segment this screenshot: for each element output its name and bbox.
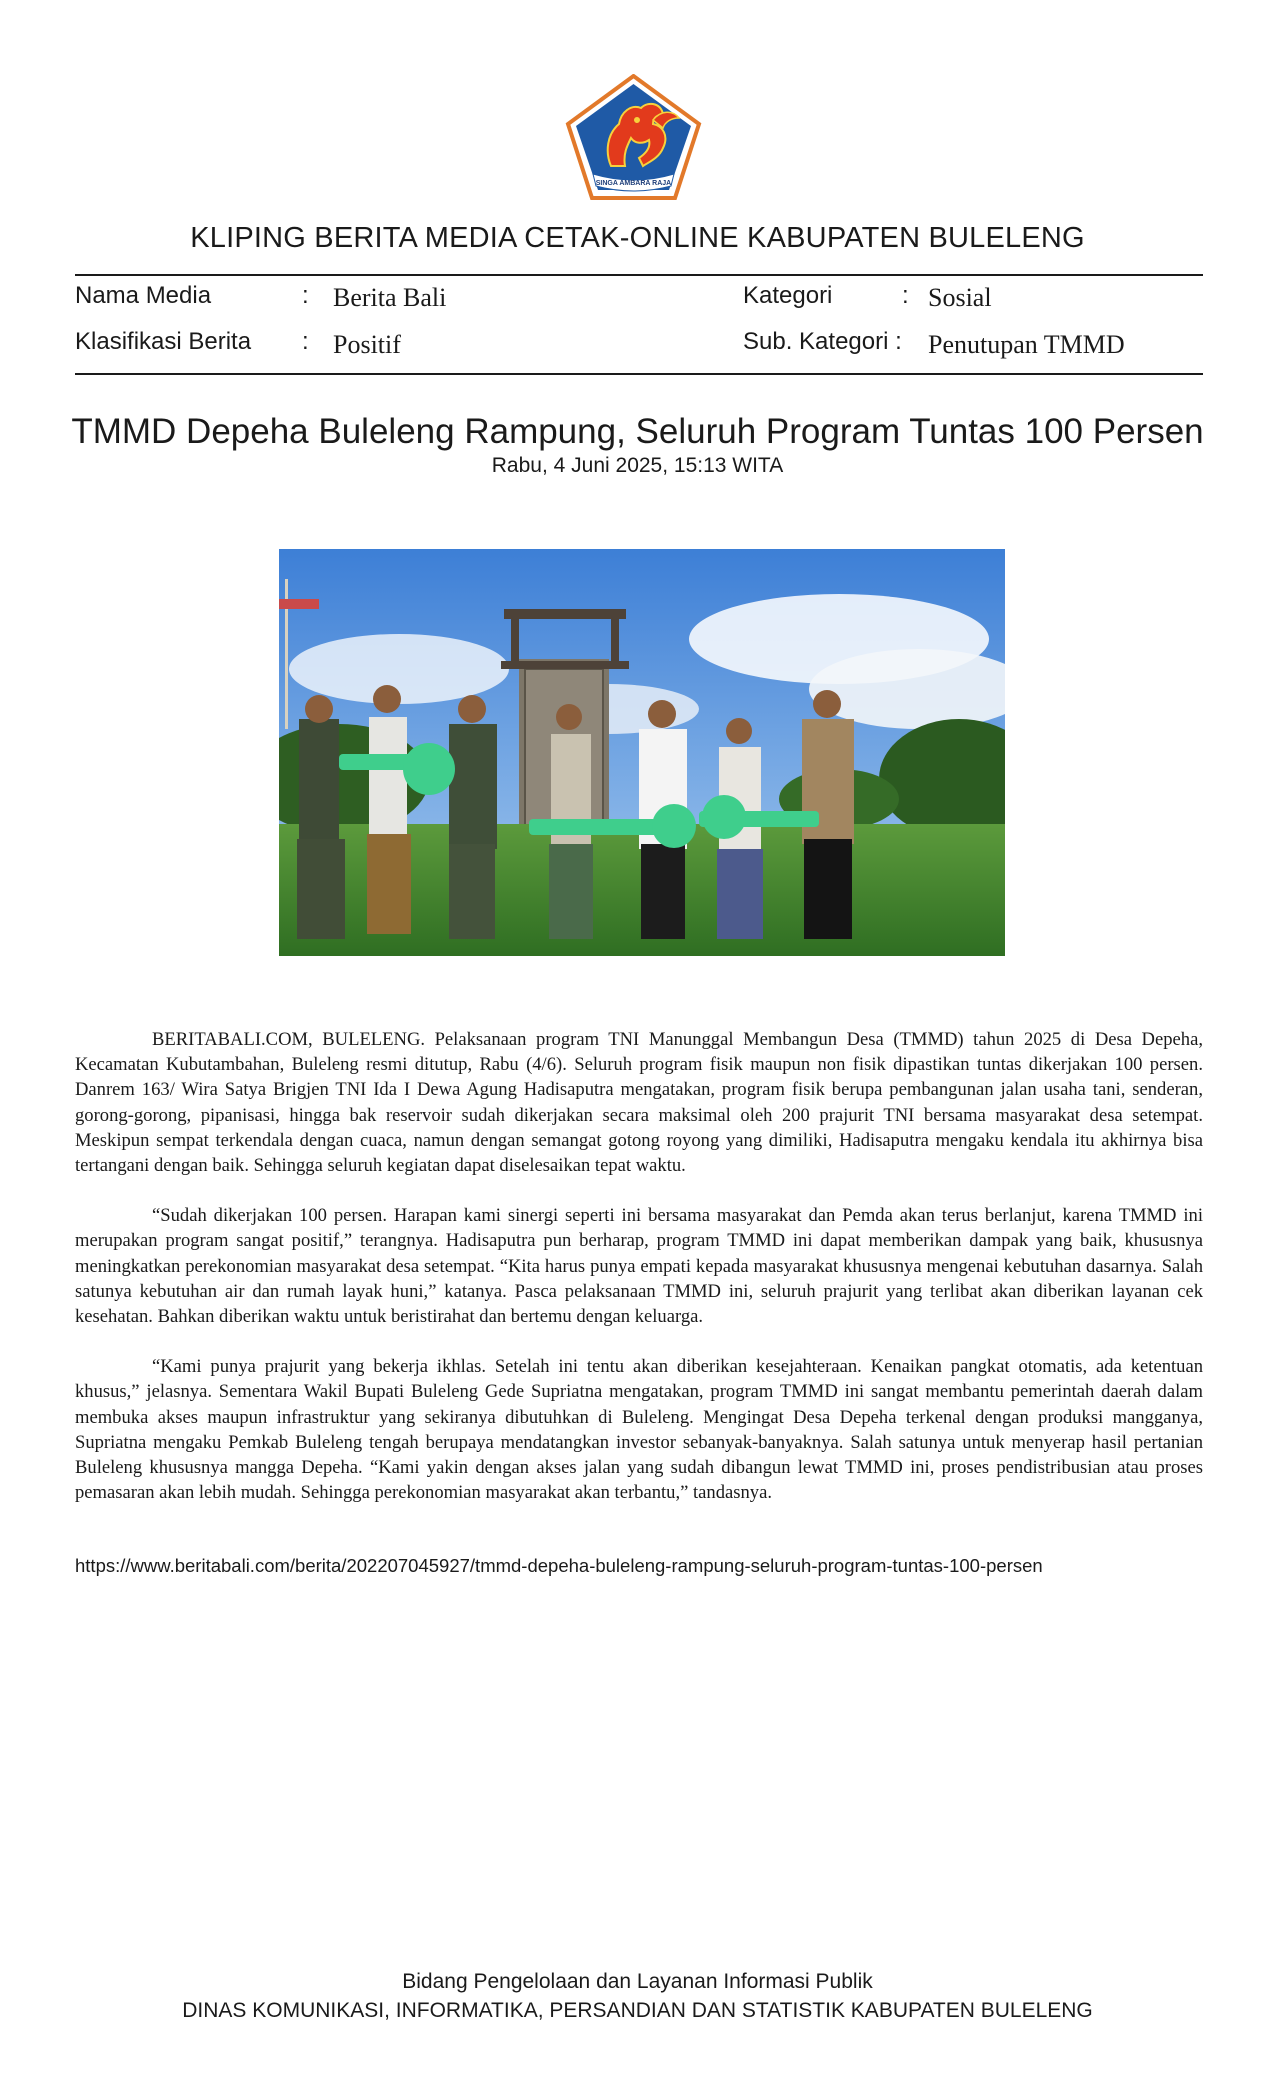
subcategory-value: Penutupan TMMD bbox=[928, 330, 1125, 359]
article-title: TMMD Depeha Buleleng Rampung, Seluruh Program Tuntas 100 Persen bbox=[71, 412, 1204, 451]
article-paragraph-2: “Sudah dikerjakan 100 persen. Harapan kami sinergi seperti ini bersama masyarakat dan Pemda akan terus berlanjut, karena TMMD ini merupakan program sangat positif,” terangnya. Hadisaputra pun berharap, program TMMD ini dapat memberikan dampak yang baik, khususnya meningkatkan perekonomian masyarakat desa setempat. “Kita harus punya empati kepada masyarakat khususnya mengenai kebutuhan dasarnya. Salah satunya kebutuhan air dan rumah layak huni,” katanya. Pasca pelaksanaan TMMD ini, seluruh prajurit yang terlibat akan diberikan layanan cek kesehatan. Bahkan diberikan waktu untuk beristirahat dan bertemu dengan keluarga. bbox=[75, 1205, 1203, 1328]
subcategory-label: Sub. Kategori : bbox=[743, 328, 902, 355]
article-paragraph-1: BERITABALI.COM, BULELENG. Pelaksanaan program TNI Manunggal Membangun Desa (TMMD) tahun 2025 di Desa Depeha, Kecamatan Kubutambahan, Buleleng resmi ditutup, Rabu (4/6). Seluruh program fisik maupun non fisik dipastikan tuntas dikerjakan 100 persen. Danrem 163/ Wira Satya Brigjen TNI Ida I Dewa Agung Hadisaputra mengatakan, program fisik berupa pembangunan jalan usaha tani, senderan, gorong-gorong, pipanisasi, hingga bak reservoir sudah dikerjakan secara maksimal oleh 200 prajurit TNI bersama masyarakat desa setempat. Meskipun sempat terkendala dengan cuaca, namun dengan semangat gotong royong yang dimiliki, Hadisaputra mengaku kendala itu akhirnya bisa tertangani dengan baik. Sehingga seluruh kegiatan dapat diselesaikan tepat waktu. bbox=[75, 1029, 1203, 1177]
header-rule-bottom bbox=[75, 373, 1203, 375]
kabupaten-buleleng-logo bbox=[565, 74, 702, 200]
classification-value: Positif bbox=[333, 330, 401, 359]
logo-motto-text: SINGA AMBARA RAJA bbox=[595, 180, 672, 187]
media-label: Nama Media bbox=[75, 282, 212, 309]
footer-division: Bidang Pengelolaan dan Layanan Informasi Publik bbox=[402, 1970, 873, 1993]
category-colon: : bbox=[902, 282, 909, 309]
clipping-header-title: KLIPING BERITA MEDIA CETAK-ONLINE KABUPATEN BULELENG bbox=[190, 222, 1085, 254]
media-value: Berita Bali bbox=[333, 283, 447, 312]
source-url[interactable]: https://www.beritabali.com/berita/202207045927/tmmd-depeha-buleleng-rampung-seluruh-program-tuntas-100-persen bbox=[75, 1555, 1043, 1576]
category-value: Sosial bbox=[928, 283, 992, 312]
article-paragraph-3: “Kami punya prajurit yang bekerja ikhlas. Setelah ini tentu akan diberikan kesejahteraan. Kenaikan pangkat otomatis, ada ketentuan khusus,” jelasnya. Sementara Wakil Bupati Buleleng Gede Supriatna mengatakan, program TMMD ini sangat membantu pemerintah daerah dalam membuka akses maupun infrastruktur yang sekiranya dibutuhkan di Buleleng. Mengingat Desa Depeha terkenal dengan produksi mangganya, Supriatna mengaku Pemkab Buleleng tengah berupaya mendatangkan investor sebanyak-banyaknya. Salah satunya untuk menyerap hasil pertanian Buleleng khususnya mangga Depeha. “Kami yakin dengan akses jalan yang sudah dibangun lewat TMMD ini, proses pendistribusian atau proses pemasaran akan lebih mudah. Sehingga perekonomian masyarakat akan terbantu,” tandasnya. bbox=[75, 1356, 1203, 1504]
category-label: Kategori bbox=[743, 282, 833, 309]
article-photo bbox=[279, 549, 1005, 956]
article-date: Rabu, 4 Juni 2025, 15:13 WITA bbox=[491, 454, 784, 477]
footer-agency: DINAS KOMUNIKASI, INFORMATIKA, PERSANDIAN DAN STATISTIK KABUPATEN BULELENG bbox=[182, 1999, 1093, 2022]
classification-colon: : bbox=[302, 328, 309, 355]
classification-label: Klasifikasi Berita bbox=[75, 328, 252, 355]
media-colon: : bbox=[302, 282, 309, 309]
header-rule-top bbox=[75, 274, 1203, 276]
article-body bbox=[75, 1027, 1203, 1530]
